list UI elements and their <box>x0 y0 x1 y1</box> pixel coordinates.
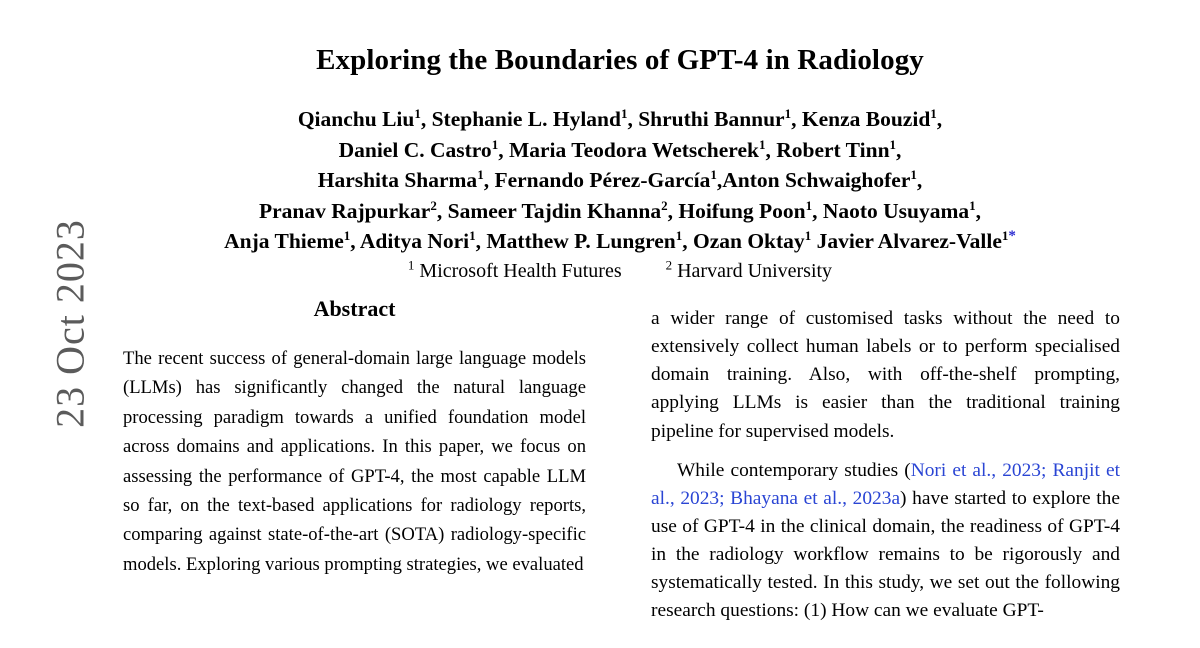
citation-links[interactable]: Nori et al., 2023; Ranjit et al., 2023; Bhayana et al., 2023a <box>651 459 1120 509</box>
author-list <box>120 104 1120 257</box>
two-column-body <box>120 296 1120 625</box>
arxiv-date-stamp-text: 23 Oct 2023 <box>47 219 93 428</box>
abstract-paragraph: The recent success of general-domain large language models (LLMs) has significantly changed the natural language processing paradigm towards a unified foundation model across domains and applications. In this paper, we focus on assessing the performance of GPT-4, the most capable LLM so far, on the text-based applications for radiology reports, comparing against state-of-the-art (SOTA) radiology-specific models. Exploring various prompting strategies, we evaluated <box>123 348 586 575</box>
author-line-4: Pranav Rajpurkar$^2$, Sameer Tajdin Khanna$^2$, Hoifung Poon$^1$, Naoto Usuyama$^1$, <box>258 197 982 223</box>
left-column <box>120 296 589 625</box>
paper-content <box>120 0 1120 648</box>
paragraph-2-text-post: ) have started to explore the use of GPT-4 in the clinical domain, the readiness of GPT-4 in the radiology workflow remains to be rigorously and systematically tested. In this study, we set out the following research questions: (1) How can we evaluate GPT- <box>651 487 1120 622</box>
body-paragraph-2 <box>651 457 1120 626</box>
affiliation-2-name: Harvard University <box>677 259 833 282</box>
body-paragraph-1: a wider range of customised tasks without the need to extensively collect human labels or to perform specialised domain training. Also, with off-the-shelf prompting, applying LLMs is easier than the traditional training pipeline for supervised models. <box>651 308 1120 442</box>
affiliation-2 <box>665 256 833 282</box>
affiliation-1-marker: 1 <box>407 256 415 272</box>
author-line-3: Harshita Sharma$^1$, Fernando Pérez-García$^1$,Anton Schwaighofer$^1$, <box>317 166 923 193</box>
author-line-1: Qianchu Liu$^1$, Stephanie L. Hyland$^1$, Shruthi Bannur$^1$, Kenza Bouzid$^1$, <box>297 105 943 131</box>
abstract-body <box>120 344 589 579</box>
author-line-2: Daniel C. Castro$^1$, Maria Teodora Wetscherek$^1$, Robert Tinn$^1$, <box>338 136 902 162</box>
affiliation-line <box>120 256 1120 283</box>
right-column <box>651 296 1120 625</box>
paper-title: Exploring the Boundaries of GPT-4 in Radiology <box>316 44 924 76</box>
arxiv-date-stamp <box>0 0 140 648</box>
paragraph-2-text-pre: While contemporary studies ( <box>677 459 911 481</box>
affiliation-1-name: Microsoft Health Futures <box>419 259 622 282</box>
author-line-5: Anja Thieme$^1$, Aditya Nori$^1$, Matthew P. Lungren$^1$, Ozan Oktay$^1$ Javier Alvarez-Valle$^{1*}$ <box>224 227 1016 254</box>
affiliation-2-marker: 2 <box>665 256 673 272</box>
affiliation-1 <box>407 256 622 282</box>
abstract-heading: Abstract <box>313 296 396 321</box>
